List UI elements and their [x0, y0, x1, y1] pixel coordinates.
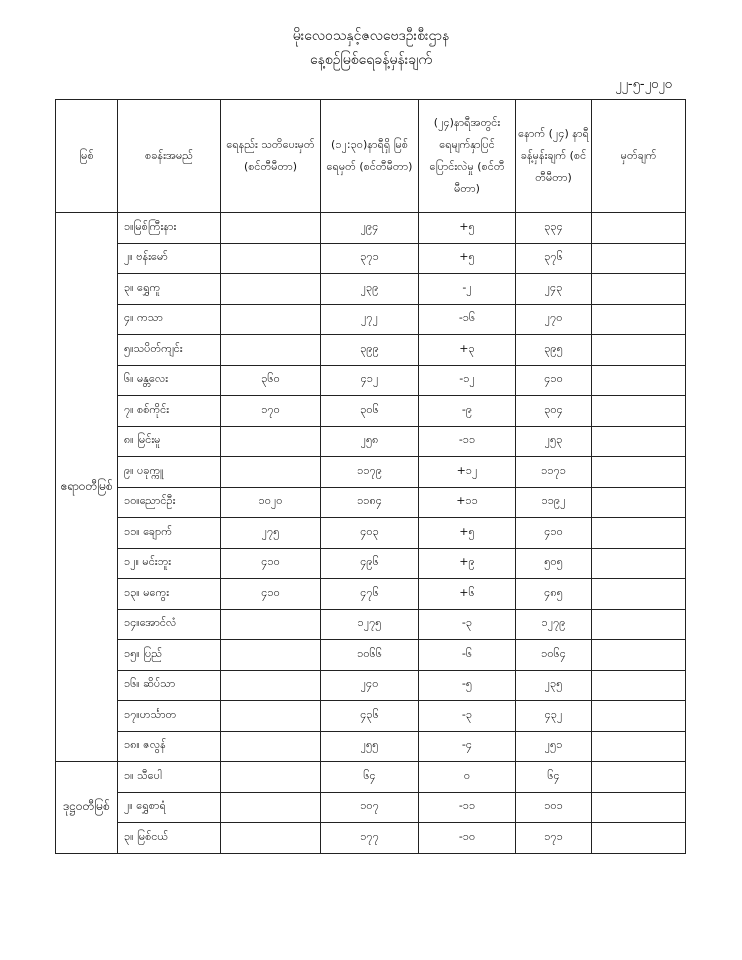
- station-cell: ၁၆။ ဆိပ်သာ: [118, 670, 221, 701]
- low-warning-cell: [221, 762, 321, 793]
- water-level-cell: ၂၅၅: [321, 731, 419, 762]
- forecast-cell: ၁၀၆၄: [516, 640, 592, 671]
- station-cell: ၁၁။ ချောက်: [118, 518, 221, 549]
- low-warning-cell: [221, 426, 321, 457]
- table-row: [56, 487, 686, 518]
- low-warning-cell: ၁၀၂၀: [221, 487, 321, 518]
- water-level-cell: ၃၉၉: [321, 335, 419, 366]
- remark-cell: [592, 457, 686, 488]
- low-warning-cell: [221, 213, 321, 244]
- change-cell: ၀: [419, 762, 516, 793]
- remark-cell: [592, 518, 686, 549]
- table-row: [56, 243, 686, 274]
- change-cell: -၁၁: [419, 426, 516, 457]
- forecast-cell: ၄၈၅: [516, 579, 592, 610]
- change-cell: +၁၁: [419, 487, 516, 518]
- water-level-cell: ၂၄၀: [321, 670, 419, 701]
- table-row: [56, 213, 686, 244]
- station-cell: ၁။မြစ်ကြီးနား: [118, 213, 221, 244]
- low-warning-cell: [221, 335, 321, 366]
- remark-cell: [592, 670, 686, 701]
- table-row: [56, 518, 686, 549]
- remark-cell: [592, 823, 686, 854]
- water-level-cell: ၁၂၇၅: [321, 609, 419, 640]
- station-cell: ၃။ မြစ်ငယ်: [118, 823, 221, 854]
- table-header-row: [56, 100, 686, 213]
- low-warning-cell: [221, 731, 321, 762]
- remark-cell: [592, 640, 686, 671]
- water-level-cell: ၃၇၁: [321, 243, 419, 274]
- station-cell: ၁၀။ညောင်ဦး: [118, 487, 221, 518]
- change-cell: -၁၆: [419, 304, 516, 335]
- page-subtitle: နေ့စဉ်မြစ်ရေခန့်မှန်းချက်: [309, 52, 433, 68]
- header-change: (၂၄)နာရီအတွင်း ရေမျက်နှာပြင် ပြောင်းလဲမှု (စင်တီမီတာ): [419, 100, 516, 213]
- change-cell: -၂: [419, 274, 516, 305]
- table-row: [56, 579, 686, 610]
- station-cell: ၅။သပိတ်ကျင်း: [118, 335, 221, 366]
- low-warning-cell: [221, 640, 321, 671]
- change-cell: -၁၂: [419, 365, 516, 396]
- water-level-cell: ၂၅၈: [321, 426, 419, 457]
- table-row: [56, 304, 686, 335]
- change-cell: +၆: [419, 579, 516, 610]
- remark-cell: [592, 487, 686, 518]
- change-cell: +၁၂: [419, 457, 516, 488]
- remark-cell: [592, 579, 686, 610]
- low-warning-cell: [221, 823, 321, 854]
- forecast-cell: ၄၃၂: [516, 701, 592, 732]
- forecast-cell: ၁၀၁: [516, 792, 592, 823]
- remark-cell: [592, 762, 686, 793]
- station-cell: ၂။ ရွှေစာရံ: [118, 792, 221, 823]
- forecast-cell: ၄၁၀: [516, 365, 592, 396]
- table-row: [56, 640, 686, 671]
- river-name-cell: ဒုဋ္ဌဝတီမြစ်: [56, 762, 118, 854]
- water-level-cell: ၁၁၈၄: [321, 487, 419, 518]
- change-cell: -၅: [419, 670, 516, 701]
- remark-cell: [592, 701, 686, 732]
- station-cell: ၁၂။ မင်းဘူး: [118, 548, 221, 579]
- table-row: [56, 792, 686, 823]
- change-cell: +၅: [419, 243, 516, 274]
- change-cell: -၃: [419, 701, 516, 732]
- water-level-cell: ၁၀၇: [321, 792, 419, 823]
- header-forecast: နောက် (၂၄) နာရီ ခန့်မှန်းချက် (စင်တီမီတာ): [516, 100, 592, 213]
- change-cell: +၃: [419, 335, 516, 366]
- low-warning-cell: [221, 609, 321, 640]
- forecast-cell: ၆၄: [516, 762, 592, 793]
- station-cell: ၁၅။ ပြည်: [118, 640, 221, 671]
- low-warning-cell: [221, 670, 321, 701]
- water-level-cell: ၄၃၆: [321, 701, 419, 732]
- change-cell: -၃: [419, 609, 516, 640]
- table-row: [56, 609, 686, 640]
- change-cell: +၅: [419, 213, 516, 244]
- station-cell: ၁၈။ ဇလွန်: [118, 731, 221, 762]
- water-level-cell: ၂၉၄: [321, 213, 419, 244]
- station-cell: ၆။ မန္တလေး: [118, 365, 221, 396]
- river-name-cell: ဧရာဝတီမြစ်: [56, 213, 118, 762]
- low-warning-cell: ၄၁၀: [221, 579, 321, 610]
- table-row: [56, 457, 686, 488]
- station-cell: ၉။ ပခုက္ကူ: [118, 457, 221, 488]
- forecast-cell: ၃၇၆: [516, 243, 592, 274]
- header-low-warning: ရေနည်း သတိပေးမှတ် (စင်တီမီတာ): [221, 100, 321, 213]
- low-warning-cell: ၂၇၅: [221, 518, 321, 549]
- water-level-cell: ၂၃၉: [321, 274, 419, 305]
- remark-cell: [592, 274, 686, 305]
- table-row: [56, 396, 686, 427]
- station-cell: ၁၇။ဟင်္သာတ: [118, 701, 221, 732]
- station-cell: ၁၄။အောင်လံ: [118, 609, 221, 640]
- low-warning-cell: [221, 243, 321, 274]
- station-cell: ၁၃။ မကွေး: [118, 579, 221, 610]
- header-remark: မှတ်ချက်: [592, 100, 686, 213]
- remark-cell: [592, 731, 686, 762]
- change-cell: -၉: [419, 396, 516, 427]
- remark-cell: [592, 213, 686, 244]
- low-warning-cell: ၄၁၀: [221, 548, 321, 579]
- river-level-table: [55, 99, 686, 854]
- table-row: [56, 426, 686, 457]
- header-station: စခန်းအမည်: [118, 100, 221, 213]
- low-warning-cell: ၃၆၀: [221, 365, 321, 396]
- remark-cell: [592, 609, 686, 640]
- table-row: [56, 823, 686, 854]
- water-level-cell: ၁၇၇: [321, 823, 419, 854]
- low-warning-cell: [221, 701, 321, 732]
- forecast-cell: ၂၄၃: [516, 274, 592, 305]
- low-warning-cell: [221, 792, 321, 823]
- low-warning-cell: [221, 457, 321, 488]
- station-cell: ၄။ ကသာ: [118, 304, 221, 335]
- table-row: [56, 335, 686, 366]
- remark-cell: [592, 426, 686, 457]
- forecast-cell: ၂၅၃: [516, 426, 592, 457]
- table-row: [56, 731, 686, 762]
- water-level-cell: ၃၀၆: [321, 396, 419, 427]
- page-title: မိုးလေဝသနှင့်ဇလဗေဒဦးစီးဌာန: [292, 28, 450, 44]
- water-level-cell: ၄၉၆: [321, 548, 419, 579]
- water-level-cell: ၄၀၃: [321, 518, 419, 549]
- water-level-cell: ၁၁၇၉: [321, 457, 419, 488]
- remark-cell: [592, 548, 686, 579]
- remark-cell: [592, 243, 686, 274]
- table-row: [56, 274, 686, 305]
- forecast-cell: ၁၂၇၉: [516, 609, 592, 640]
- forecast-cell: ၂၃၅: [516, 670, 592, 701]
- forecast-cell: ၁၁၉၂: [516, 487, 592, 518]
- header-river: မြစ်: [56, 100, 118, 213]
- station-cell: ၂။ ဗန်းမော်: [118, 243, 221, 274]
- table-row: [56, 762, 686, 793]
- water-level-cell: ၆၄: [321, 762, 419, 793]
- remark-cell: [592, 396, 686, 427]
- table-row: [56, 365, 686, 396]
- forecast-cell: ၃၃၄: [516, 213, 592, 244]
- water-level-cell: ၄၇၆: [321, 579, 419, 610]
- report-date: ၂၂-၅-၂၀၂၀: [615, 77, 672, 92]
- table-row: [56, 548, 686, 579]
- station-cell: ၈။ မြင်းမူ: [118, 426, 221, 457]
- low-warning-cell: [221, 304, 321, 335]
- water-level-cell: ၄၁၂: [321, 365, 419, 396]
- water-level-cell: ၂၇၂: [321, 304, 419, 335]
- forecast-cell: ၂၇၀: [516, 304, 592, 335]
- change-cell: -၄: [419, 731, 516, 762]
- remark-cell: [592, 792, 686, 823]
- water-level-cell: ၁၀၆၆: [321, 640, 419, 671]
- low-warning-cell: ၁၇၀: [221, 396, 321, 427]
- change-cell: +၉: [419, 548, 516, 579]
- table-body: [56, 213, 686, 854]
- forecast-cell: ၃၀၄: [516, 396, 592, 427]
- table-row: [56, 701, 686, 732]
- table-row: [56, 670, 686, 701]
- remark-cell: [592, 304, 686, 335]
- header-water-level: (၁၂:၃၀)နာရီရှိ မြစ်ရေမှတ် (စင်တီမီတာ): [321, 100, 419, 213]
- low-warning-cell: [221, 274, 321, 305]
- station-cell: ၃။ ရွှေကူ: [118, 274, 221, 305]
- change-cell: +၅: [419, 518, 516, 549]
- change-cell: -၁၁: [419, 792, 516, 823]
- forecast-cell: ၂၅၁: [516, 731, 592, 762]
- remark-cell: [592, 365, 686, 396]
- forecast-cell: ၃၉၅: [516, 335, 592, 366]
- station-cell: ၁။ သီပေါ: [118, 762, 221, 793]
- change-cell: -၆: [419, 640, 516, 671]
- station-cell: ၇။ စစ်ကိုင်း: [118, 396, 221, 427]
- forecast-cell: ၁၇၁: [516, 823, 592, 854]
- forecast-cell: ၅၀၅: [516, 548, 592, 579]
- forecast-cell: ၁၁၇၁: [516, 457, 592, 488]
- change-cell: -၁၀: [419, 823, 516, 854]
- remark-cell: [592, 335, 686, 366]
- forecast-cell: ၄၁၀: [516, 518, 592, 549]
